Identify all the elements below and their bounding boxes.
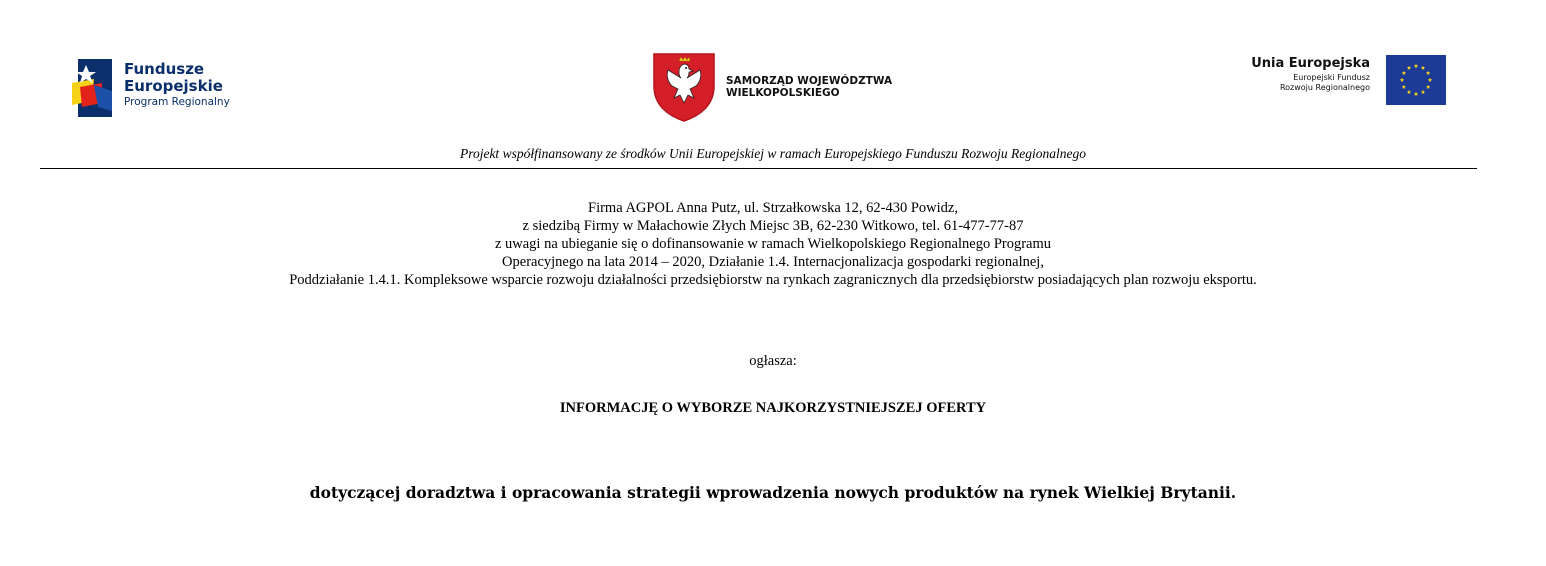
document-heading: INFORMACJĘ O WYBORZE NAJKORZYSTNIEJSZEJ OFERTY — [559, 400, 987, 416]
samorzad-wojewodztwa-logo — [651, 52, 911, 122]
fundusze-europejskie-logo — [72, 57, 272, 117]
eu-flag-icon — [1386, 55, 1446, 105]
fe-subtitle: Program Regionalny — [124, 96, 230, 108]
eagle-coat-of-arms-icon — [651, 52, 717, 122]
document-subject: dotyczącej doradztwa i opracowania strategii wprowadzenia nowych produktów na rynek Wielkiej Brytanii. — [309, 483, 1237, 502]
address-block — [0, 199, 1546, 289]
ue-fund-line2: Rozwoju Regionalnego — [1279, 83, 1370, 92]
announce-text: ogłasza: — [749, 353, 797, 369]
address-line: Poddziałanie 1.4.1. Kompleksowe wsparcie rozwoju działalności przedsiębiorstw na rynkach zagranicznych dla przedsiębiorstw posiadających plan rozwoju eksportu. — [289, 272, 1257, 288]
address-line: Firma AGPOL Anna Putz, ul. Strzałkowska 12, 62-430 Powidz, — [588, 200, 958, 216]
address-line: z siedzibą Firmy w Małachowie Złych Miejsc 3B, 62-230 Witkowo, tel. 61-477-77-87 — [522, 218, 1024, 234]
header-divider — [40, 168, 1477, 169]
unia-europejska-logo — [1200, 55, 1450, 115]
fe-title-line2: Europejskie — [124, 77, 223, 95]
cofinancing-note: Projekt współfinansowany ze środków Unii Europejskiej w ramach Europejskiego Funduszu Rozwoju Regionalnego — [459, 146, 1087, 161]
address-line: z uwagi na ubieganie się o dofinansowanie w ramach Wielkopolskiego Regionalnego Programu — [494, 236, 1052, 252]
ue-title: Unia Europejska — [1251, 56, 1370, 71]
fundusze-europejskie-emblem-icon — [72, 57, 118, 119]
ue-fund-line1: Europejski Fundusz — [1293, 73, 1370, 82]
address-line: Operacyjnego na lata 2014 – 2020, Działanie 1.4. Internacjonalizacja gospodarki regionalnej, — [502, 254, 1044, 270]
sw-title-line1: SAMORZĄD WOJEWÓDZTWA — [726, 75, 893, 87]
sw-title-line2: WIELKOPOLSKIEGO — [726, 87, 840, 99]
fe-title-line1: Fundusze — [124, 60, 205, 78]
